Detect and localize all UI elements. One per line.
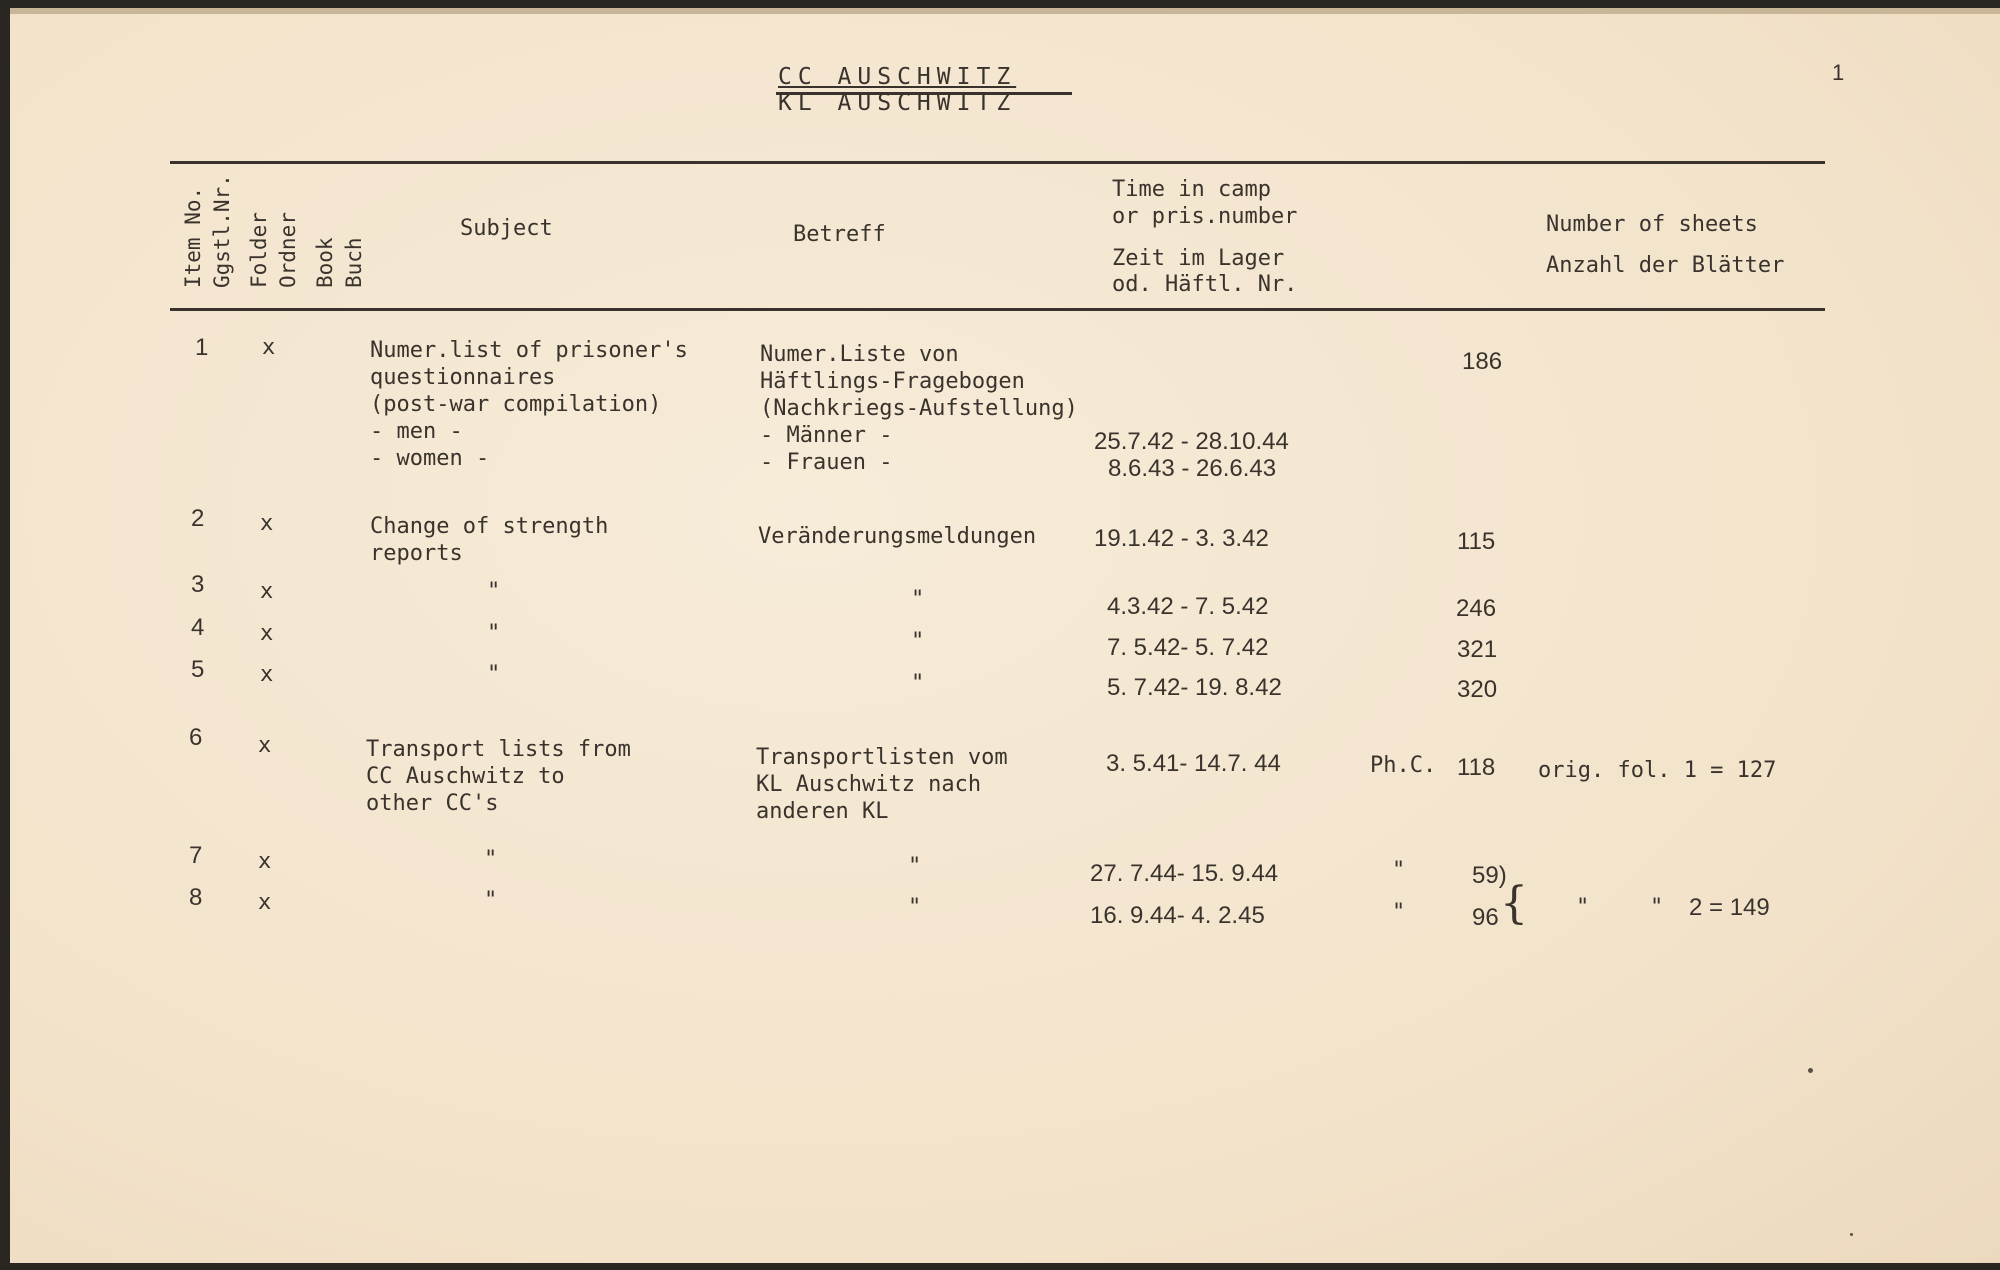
row-6-subject-2: CC Auschwitz to (366, 764, 565, 789)
row-1-time-men: 25.7.42 - 28.10.44 (1094, 428, 1289, 455)
row-2-sheets: 115 (1457, 528, 1496, 555)
header-item-no: Item No. (181, 186, 205, 288)
row-1-subject-3: (post-war compilation) (370, 392, 662, 417)
row-5-item: 5 (191, 656, 205, 683)
header-ordner: Ordner (276, 212, 300, 288)
row-5-betreff-ditto: " (911, 671, 925, 696)
row-5-time: 5. 7.42- 19. 8.42 (1107, 674, 1282, 701)
row-8-sheets: 96 (1472, 904, 1499, 931)
header-top-rule (170, 161, 1825, 164)
row-6-betreff-2: KL Auschwitz nach (756, 772, 982, 797)
row-1-betreff-1: Numer.Liste von (760, 342, 959, 367)
rows-7-8-note-value: 2 = 149 (1689, 894, 1770, 921)
header-time-en-2: or pris.number (1112, 204, 1298, 229)
row-6-note: orig. fol. 1 = 127 (1538, 758, 1777, 783)
row-8-subject-ditto: " (484, 888, 498, 913)
header-sheets-de: Anzahl der Blätter (1546, 253, 1785, 278)
row-6-folder: x (258, 733, 272, 758)
title-german: KL AUSCHWITZ (778, 90, 1017, 116)
header-book: Book (313, 237, 337, 288)
row-7-subject-ditto: " (484, 847, 498, 872)
row-4-betreff-ditto: " (911, 629, 925, 654)
row-6-item: 6 (189, 724, 203, 751)
header-bottom-rule (170, 308, 1825, 311)
row-8-item: 8 (189, 884, 203, 911)
header-time-de-2: od. Häftl. Nr. (1112, 272, 1298, 297)
row-2-folder: x (260, 511, 274, 536)
header-time-de-1: Zeit im Lager (1112, 246, 1285, 271)
paper-speck (1850, 1233, 1853, 1236)
row-7-item: 7 (189, 842, 203, 869)
row-5-sheets: 320 (1457, 676, 1498, 703)
row-6-subject-3: other CC's (366, 791, 499, 816)
row-5-subject-ditto: " (487, 662, 501, 687)
row-1-sheets: 186 (1462, 348, 1503, 375)
row-5-folder: x (260, 662, 274, 687)
row-3-item: 3 (191, 571, 205, 598)
header-subject: Subject (460, 216, 553, 241)
row-7-sheets: 59) (1472, 862, 1507, 889)
row-7-source: " (1392, 858, 1406, 883)
row-2-subject-1: Change of strength (370, 514, 609, 539)
row-6-time: 3. 5.41- 14.7. 44 (1106, 750, 1281, 777)
row-8-source: " (1392, 900, 1406, 925)
row-1-betreff-4: - Männer - (760, 423, 893, 448)
row-4-subject-ditto: " (487, 621, 501, 646)
row-3-subject-ditto: " (487, 579, 501, 604)
row-1-subject-1: Numer.list of prisoner's (370, 338, 688, 363)
row-1-betreff-5: - Frauen - (760, 450, 893, 475)
row-6-betreff-3: anderen KL (756, 799, 889, 824)
paper-speck (1808, 1068, 1813, 1073)
header-time-en-1: Time in camp (1112, 177, 1271, 202)
row-1-subject-4: - men - (370, 419, 463, 444)
row-1-subject-5: - women - (370, 446, 490, 471)
row-2-time: 19.1.42 - 3. 3.42 (1094, 525, 1269, 552)
header-ggstl-nr: Ggstl.Nr. (210, 174, 234, 288)
rows-7-8-note-ditto-1: " (1576, 895, 1590, 920)
row-7-folder: x (258, 849, 272, 874)
row-4-time: 7. 5.42- 5. 7.42 (1107, 634, 1269, 661)
row-1-subject-2: questionnaires (370, 365, 556, 390)
row-2-betreff: Veränderungsmeldungen (758, 524, 1037, 549)
row-2-subject-2: reports (370, 541, 463, 566)
row-4-sheets: 321 (1457, 636, 1498, 663)
rows-7-8-note-ditto-2: " (1650, 895, 1664, 920)
row-4-item: 4 (191, 614, 205, 641)
row-8-time: 16. 9.44- 4. 2.45 (1090, 902, 1265, 929)
header-betreff: Betreff (793, 222, 886, 247)
row-6-betreff-1: Transportlisten vom (756, 745, 1008, 770)
row-6-subject-1: Transport lists from (366, 737, 631, 762)
page-edge (10, 8, 2000, 14)
row-6-sheets: 118 (1457, 754, 1496, 781)
row-7-8-brace-icon: { (1500, 878, 1528, 929)
row-1-betreff-3: (Nachkriegs-Aufstellung) (760, 396, 1078, 421)
row-1-time-women: 8.6.43 - 26.6.43 (1108, 455, 1277, 482)
title-english: CC AUSCHWITZ (778, 64, 1017, 90)
row-7-betreff-ditto: " (908, 854, 922, 879)
header-folder: Folder (247, 212, 271, 288)
page-number: 1 (1832, 60, 1845, 85)
row-8-betreff-ditto: " (908, 895, 922, 920)
row-4-folder: x (260, 621, 274, 646)
row-7-time: 27. 7.44- 15. 9.44 (1090, 860, 1279, 887)
row-6-source: Ph.C. (1370, 753, 1437, 778)
row-3-sheets: 246 (1456, 595, 1497, 622)
row-2-item: 2 (191, 505, 205, 532)
row-1-item: 1 (195, 334, 209, 361)
row-1-folder: x (262, 335, 276, 360)
row-8-folder: x (258, 890, 272, 915)
document-page (10, 8, 2000, 1263)
row-3-time: 4.3.42 - 7. 5.42 (1107, 593, 1269, 620)
row-3-folder: x (260, 579, 274, 604)
header-buch: Buch (342, 237, 366, 288)
header-sheets-en: Number of sheets (1546, 212, 1758, 237)
row-1-betreff-2: Häftlings-Fragebogen (760, 369, 1025, 394)
row-3-betreff-ditto: " (911, 587, 925, 612)
